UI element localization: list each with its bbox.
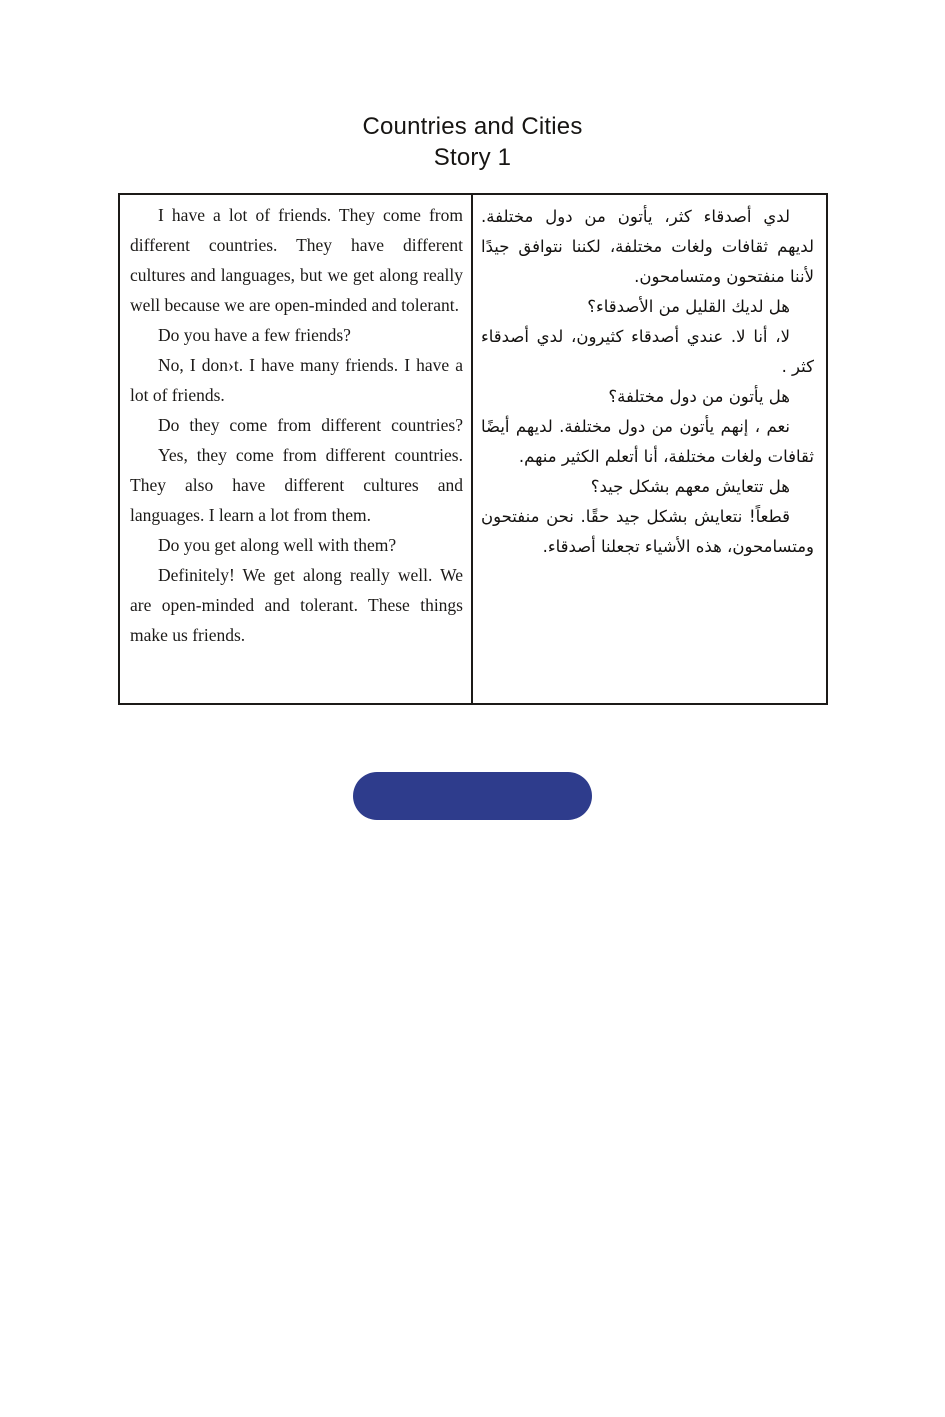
arabic-question-2: هل يأتون من دول مختلفة؟ xyxy=(608,387,790,406)
page-subtitle: Story 1 xyxy=(433,144,512,171)
english-paragraph-4: Definitely! We get along really well. We are open-minded and tolerant. These things make us friends. xyxy=(130,565,463,645)
english-paragraph-2: No, I don›t. I have many friends. I have a lot of friends. xyxy=(130,355,463,405)
english-paragraph-3: Yes, they come from different countries. They also have different cultures and languages. I learn a lot from them. xyxy=(130,445,463,525)
arabic-paragraph-4: قطعاً! نتعايش بشكل جيد حقًا. نحن منفتحون ومتسامحون، هذه الأشياء تجعلنا أصدقاء. xyxy=(481,507,814,556)
english-column xyxy=(120,195,473,703)
page-title: Countries and Cities xyxy=(362,113,583,140)
story-table xyxy=(118,193,828,705)
arabic-question-3: هل تتعايش معهم بشكل جيد؟ xyxy=(590,477,790,496)
arabic-paragraph-1: لدي أصدقاء كثر، يأتون من دول مختلفة. لديهم ثقافات ولغات مختلفة، لكننا نتوافق جيدًا لأننا منفتحون ومتسامحون. xyxy=(481,207,814,286)
arabic-column xyxy=(473,195,826,703)
arabic-paragraph-2: لا، أنا لا. عندي أصدقاء كثيرون، لدي أصدقاء كثر . xyxy=(481,327,814,376)
english-question-1: Do you have a few friends? xyxy=(158,325,351,345)
arabic-question-1: هل لديك القليل من الأصدقاء؟ xyxy=(587,297,790,316)
arabic-paragraph-3: نعم ، إنهم يأتون من دول مختلفة. لديهم أيضًا ثقافات ولغات مختلفة، أنا أتعلم الكثير منهم. xyxy=(481,417,814,466)
english-paragraph-1: I have a lot of friends. They come from different countries. They have different cultures and languages, but we get along really well because we are open-minded and tolerant. xyxy=(130,205,463,315)
page-title-block xyxy=(0,111,945,173)
english-question-2: Do they come from different countries? xyxy=(158,415,463,435)
english-question-3: Do you get along well with them? xyxy=(158,535,397,555)
blue-pill-button[interactable] xyxy=(353,772,592,820)
